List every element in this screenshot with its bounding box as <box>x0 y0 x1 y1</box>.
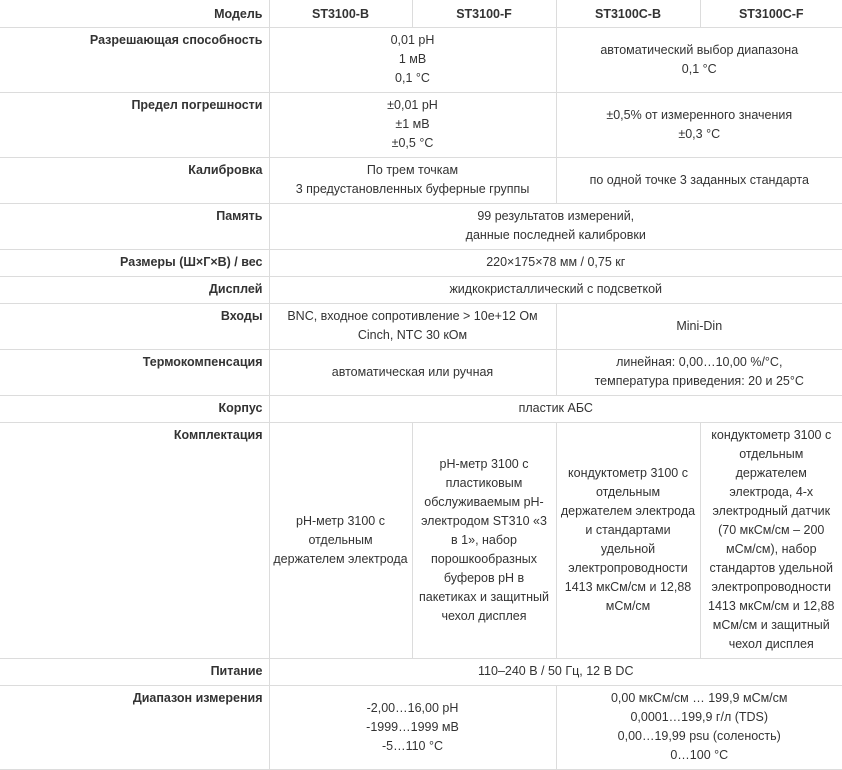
resolution-cond-value <box>556 28 842 93</box>
calibration-ph-value <box>269 158 556 204</box>
value-line: удельной <box>600 542 656 556</box>
value-line: мСм/см и защитный <box>712 618 830 632</box>
value-line: ±1 мВ <box>395 117 430 131</box>
value-line: порошкообразных <box>431 551 537 566</box>
value-line: мСм/см), набор <box>725 542 817 556</box>
value-line: -2,00…16,00 pH <box>366 700 459 715</box>
row-label-range: Диапазон измерения <box>0 686 269 770</box>
value-line: электрода, 4-х <box>729 485 814 499</box>
table-row-calibration <box>0 158 842 204</box>
model-header-st3100-b: ST3100-B <box>269 0 412 28</box>
value-line: чехол дисплея <box>441 608 527 623</box>
table-row-header <box>0 0 842 28</box>
value-line: автоматический выбор диапазона <box>600 42 799 57</box>
thermo-ph-value: автоматическая или ручная <box>269 350 556 396</box>
value-line: пластиковым <box>445 475 523 490</box>
inputs-ph-value <box>269 304 556 350</box>
accuracy-cond-value <box>556 93 842 158</box>
row-label-memory: Память <box>0 204 269 250</box>
value-line: отдельным <box>595 485 661 499</box>
value-line: 0,1 °С <box>681 61 717 76</box>
kit-st3100c-f <box>700 423 842 659</box>
value-line: 1413 мкСм/см и 12,88 <box>564 580 692 594</box>
value-line: Cinch, NTC 30 кОм <box>357 328 468 342</box>
row-label-inputs: Входы <box>0 304 269 350</box>
value-line: 0,01 pH <box>390 33 435 47</box>
value-line: обслуживаемым pH- <box>424 494 544 509</box>
table-row-inputs <box>0 304 842 350</box>
value-line: ±0,01 pH <box>387 98 438 112</box>
model-header-st3100-f: ST3100-F <box>412 0 556 28</box>
row-label-accuracy: Предел погрешности <box>0 93 269 158</box>
value-line: отдельным <box>739 447 804 461</box>
model-header-st3100c-f: ST3100C-F <box>700 0 842 28</box>
row-label-housing: Корпус <box>0 396 269 423</box>
kit-st3100-b <box>269 423 412 659</box>
resolution-ph-value <box>269 28 556 93</box>
row-label-resolution: Разрешающая способность <box>0 28 269 93</box>
value-line: pH-метр 3100 с <box>439 456 529 471</box>
value-line: 0,0001…199,9 г/л (TDS) <box>630 710 769 724</box>
inputs-cond-value: Mini-Din <box>556 304 842 350</box>
memory-value <box>269 204 842 250</box>
value-line: ±0,3 °С <box>678 126 721 141</box>
row-label-power: Питание <box>0 659 269 686</box>
value-line: держателем <box>735 466 807 480</box>
display-value: жидкокристаллический с подсветкой <box>269 277 842 304</box>
value-line: в 1», набор <box>451 532 517 547</box>
table-row-dimensions <box>0 250 842 277</box>
row-label-kit: Комплектация <box>0 423 269 659</box>
value-line: кондуктометр 3100 с <box>711 428 832 442</box>
value-line: пакетиках и защитный <box>419 589 549 604</box>
row-label-dimensions: Размеры (Ш×Г×В) / вес <box>0 250 269 277</box>
housing-value: пластик АБС <box>269 396 842 423</box>
value-line: электропроводности <box>711 580 832 594</box>
value-line: 0,00 мкСм/см … 199,9 мСм/см <box>610 691 788 705</box>
value-line: -5…110 °С <box>381 738 444 753</box>
value-line: 3 предустановленных буферные группы <box>295 182 530 196</box>
value-line: 99 результатов измерений, <box>477 209 635 223</box>
row-label-display: Дисплей <box>0 277 269 304</box>
table-row-thermo <box>0 350 842 396</box>
row-label-model: Модель <box>214 7 263 21</box>
value-line: 0…100 °С <box>670 748 729 762</box>
value-line: BNC, входное сопротивление > 10e+12 Ом <box>287 309 538 323</box>
value-line: и стандартами <box>585 523 671 537</box>
table-row-resolution <box>0 28 842 93</box>
value-line: (70 мкСм/см – 200 <box>718 523 825 537</box>
kit-st3100c-b <box>556 423 700 659</box>
value-line: чехол дисплея <box>728 637 814 651</box>
value-line: данные последней калибровки <box>465 228 646 242</box>
value-line: -1999…1999 мВ <box>366 719 459 734</box>
range-cond-value <box>556 686 842 770</box>
value-line: 1 мВ <box>398 52 427 66</box>
value-line: мСм/см <box>605 599 651 613</box>
table-row-power <box>0 659 842 686</box>
dimensions-value: 220×175×78 мм / 0,75 кг <box>269 250 842 277</box>
thermo-cond-value <box>556 350 842 396</box>
table-row-kit <box>0 423 842 659</box>
value-line: температура приведения: 20 и 25°С <box>594 374 804 388</box>
power-value: 110–240 В / 50 Гц, 12 В DC <box>269 659 842 686</box>
value-line: держателем электрода <box>273 551 408 566</box>
table-row-memory <box>0 204 842 250</box>
table-row-display <box>0 277 842 304</box>
model-header-st3100c-b: ST3100C-B <box>556 0 700 28</box>
value-line: стандартов удельной <box>709 561 834 575</box>
value-line: ±0,5 °С <box>391 136 434 150</box>
kit-st3100-f <box>412 423 556 659</box>
table-row-range <box>0 686 842 770</box>
value-line: электродом ST310 «3 <box>421 513 547 528</box>
value-line: держателем электрода <box>560 504 696 518</box>
table-row-accuracy <box>0 93 842 158</box>
range-ph-value <box>269 686 556 770</box>
row-label-calibration: Калибровка <box>0 158 269 204</box>
value-line: 1413 мкСм/см и 12,88 <box>708 599 835 613</box>
value-line: ±0,5% от измеренного значения <box>606 107 793 122</box>
calibration-cond-value: по одной точке 3 заданных стандарта <box>556 158 842 204</box>
value-line: pH-метр 3100 с <box>296 513 385 528</box>
value-line: линейная: 0,00…10,00 %/°С, <box>616 355 783 369</box>
table-row-housing <box>0 396 842 423</box>
value-line: отдельным <box>308 532 373 547</box>
value-line: 0,1 °С <box>395 71 430 85</box>
accuracy-ph-value <box>269 93 556 158</box>
value-line: кондуктометр 3100 с <box>568 466 688 480</box>
value-line: 0,00…19,99 psu (соленость) <box>617 729 781 743</box>
value-line: буферов pH в <box>443 570 525 585</box>
value-line: По трем точкам <box>366 163 459 177</box>
row-label-thermo: Термокомпенсация <box>0 350 269 396</box>
value-line: электропроводности <box>568 561 688 575</box>
value-line: электродный датчик <box>712 504 831 518</box>
